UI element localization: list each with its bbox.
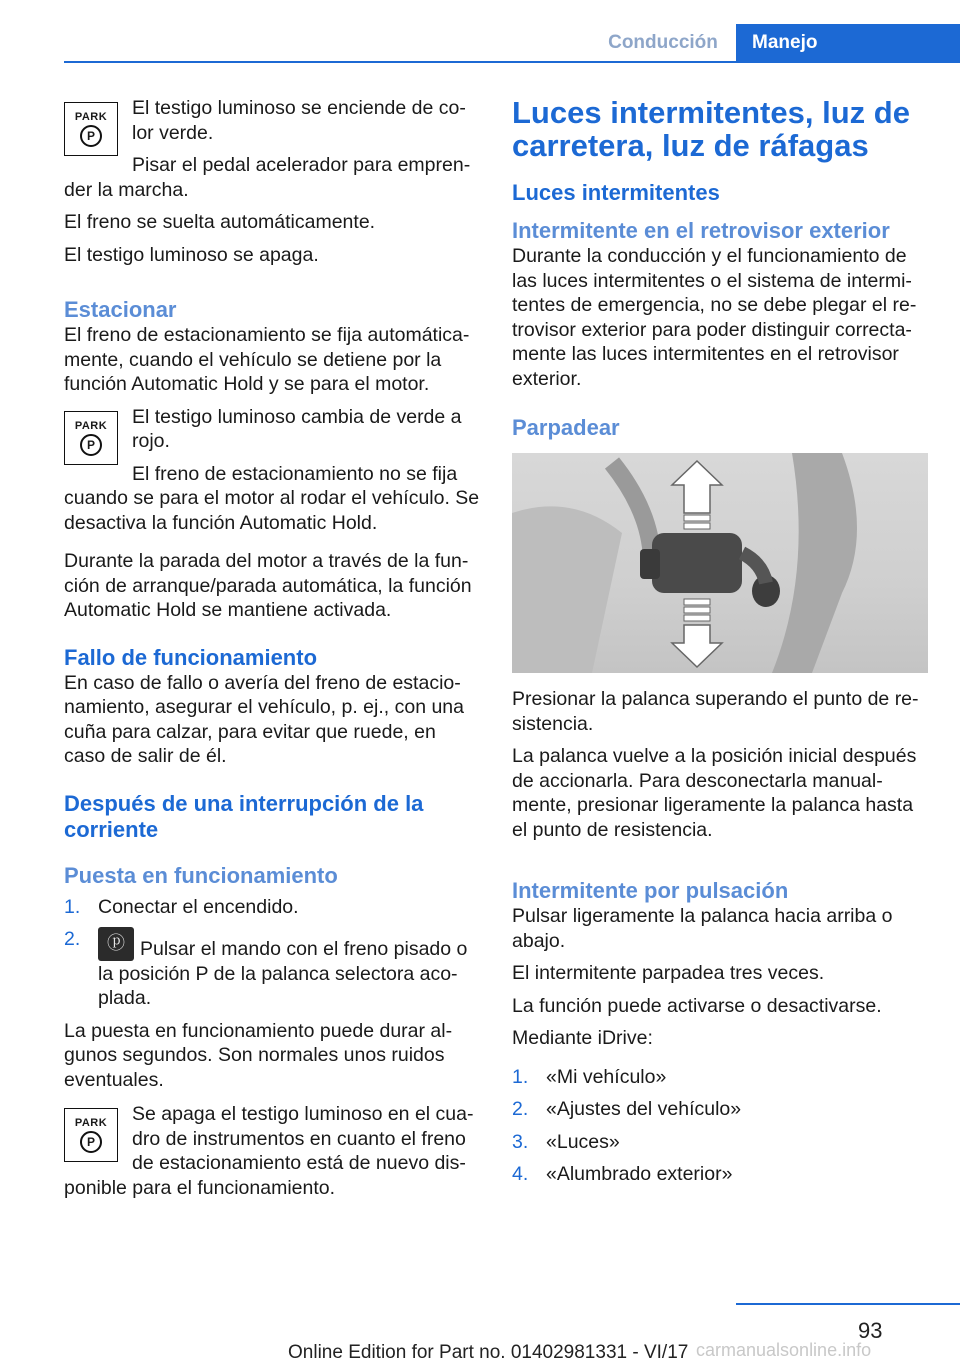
paragraph: El freno se suelta automáticamente. (64, 211, 376, 233)
header-divider (64, 61, 960, 63)
paragraph: La función puede activarse o desactivarse. (512, 994, 882, 1017)
list-item: 1. Conectar el encendido. (64, 895, 299, 918)
heading-retrovisor: Intermitente en el retrovisor exterior (512, 218, 890, 243)
lever-illustration (512, 453, 928, 673)
park-icon-label: PARK (74, 1117, 108, 1129)
left-column (64, 96, 480, 1200)
edition-note: Online Edition for Part no. 01402981331 - VI/17 (288, 1342, 689, 1363)
paragraph: Pulsar ligeramente la palanca hacia arriba o abajo. (512, 905, 893, 952)
paragraph: En caso de fallo o avería del freno de estacio‐namiento, asegurar el vehículo, p. ej., con una cuña para calzar, para evitar que ruede, en caso de salir de él. (64, 671, 464, 767)
list-item: 3. «Luces» (512, 1130, 620, 1153)
watermark: carmanualsonline.info (696, 1340, 872, 1360)
paragraph: El freno de estacionamiento se fija automática‐mente, cuando el vehículo se detiene por la función Automatic Hold y se para el motor. (64, 324, 470, 395)
list-item: 4. «Alumbrado exterior» (512, 1163, 733, 1185)
park-brake-icon (64, 1108, 118, 1162)
paragraph: Durante la conducción y el funcionamiento de las luces intermitentes o el sistema de intermi‐tentes de emergencia, no se debe plegar el re‐trovisor exterior para poder distinguir correcta‐mente las luces intermitentes en el retrovisor exterior. (512, 245, 917, 390)
paragraph: Presionar la palanca superando el punto de re‐sistencia. (512, 688, 919, 735)
heading-parpadear: Parpadear (512, 415, 620, 440)
paragraph: El freno de estacionamiento no se fija cuando se para el motor al rodar el vehículo. Se desactiva la función Automatic Hold. (64, 462, 480, 534)
park-icon-label: PARK (74, 111, 108, 123)
right-column (512, 96, 928, 1195)
paragraph: Pisar el pedal acelerador para empren‐der la marcha. (64, 154, 471, 201)
paragraph: El intermitente parpadea tres veces. (512, 962, 825, 984)
park-icon-symbol: P (80, 125, 102, 147)
paragraph: El testigo luminoso cambia de verde a rojo. (132, 405, 462, 452)
turn-signal-lever-image (512, 453, 928, 673)
paragraph: El testigo luminoso se apaga. (64, 243, 319, 266)
list-item: 2. ⓟ Pulsar el mando con el freno pisado o la posición P de la palanca selectora aco‐plada. (64, 927, 480, 1011)
heading-puesta: Puesta en funcionamiento (64, 862, 338, 888)
footer-divider (736, 1303, 960, 1305)
heading-luces: Luces intermitentes (512, 180, 720, 205)
tab-manejo[interactable]: Manejo (736, 24, 960, 61)
page-number: 93 (858, 1318, 883, 1343)
parking-brake-button-icon (98, 927, 134, 961)
heading-despues: Después de una interrupción de la corriente (64, 790, 424, 842)
park-icon-symbol: P (80, 434, 102, 456)
heading-pulsacion: Intermitente por pulsación (512, 878, 789, 903)
paragraph: Mediante iDrive: (512, 1027, 653, 1049)
paragraph: Durante la parada del motor a través de la fun‐ción de arranque/parada automática, la función Automatic Hold se mantiene activada. (64, 550, 472, 621)
park-icon-symbol: P (80, 1131, 102, 1153)
heading-estacionar: Estacionar (64, 297, 177, 322)
paragraph: La puesta en funcionamiento puede durar al‐gunos segundos. Son normales unos ruidos eventuales. (64, 1019, 453, 1091)
section-title: Luces intermitentes, luz de carretera, luz de ráfagas (512, 95, 910, 163)
idrive-steps-list (512, 1065, 928, 1187)
park-brake-icon (64, 411, 118, 465)
park-icon-label: PARK (74, 419, 108, 432)
paragraph: La palanca vuelve a la posición inicial después de accionarla. Para desconectarla manual‐mente, presionar ligeramente la palanca hasta el punto de resistencia. (512, 745, 917, 841)
heading-fallo: Fallo de funcionamiento (64, 644, 318, 670)
list-item: 1. «Mi vehículo» (512, 1065, 667, 1088)
steps-list (64, 895, 480, 1011)
tab-conduccion[interactable]: Conducción (608, 32, 718, 53)
paragraph: Se apaga el testigo luminoso en el cua‐dro de instrumentos en cuanto el freno de estacionamiento está de nuevo dis‐ponible para el funcionamiento. (64, 1103, 474, 1199)
paragraph: El testigo luminoso se enciende de co‐lor verde. (132, 97, 466, 144)
list-item: 2. «Ajustes del vehículo» (512, 1098, 742, 1120)
park-brake-icon (64, 102, 118, 156)
